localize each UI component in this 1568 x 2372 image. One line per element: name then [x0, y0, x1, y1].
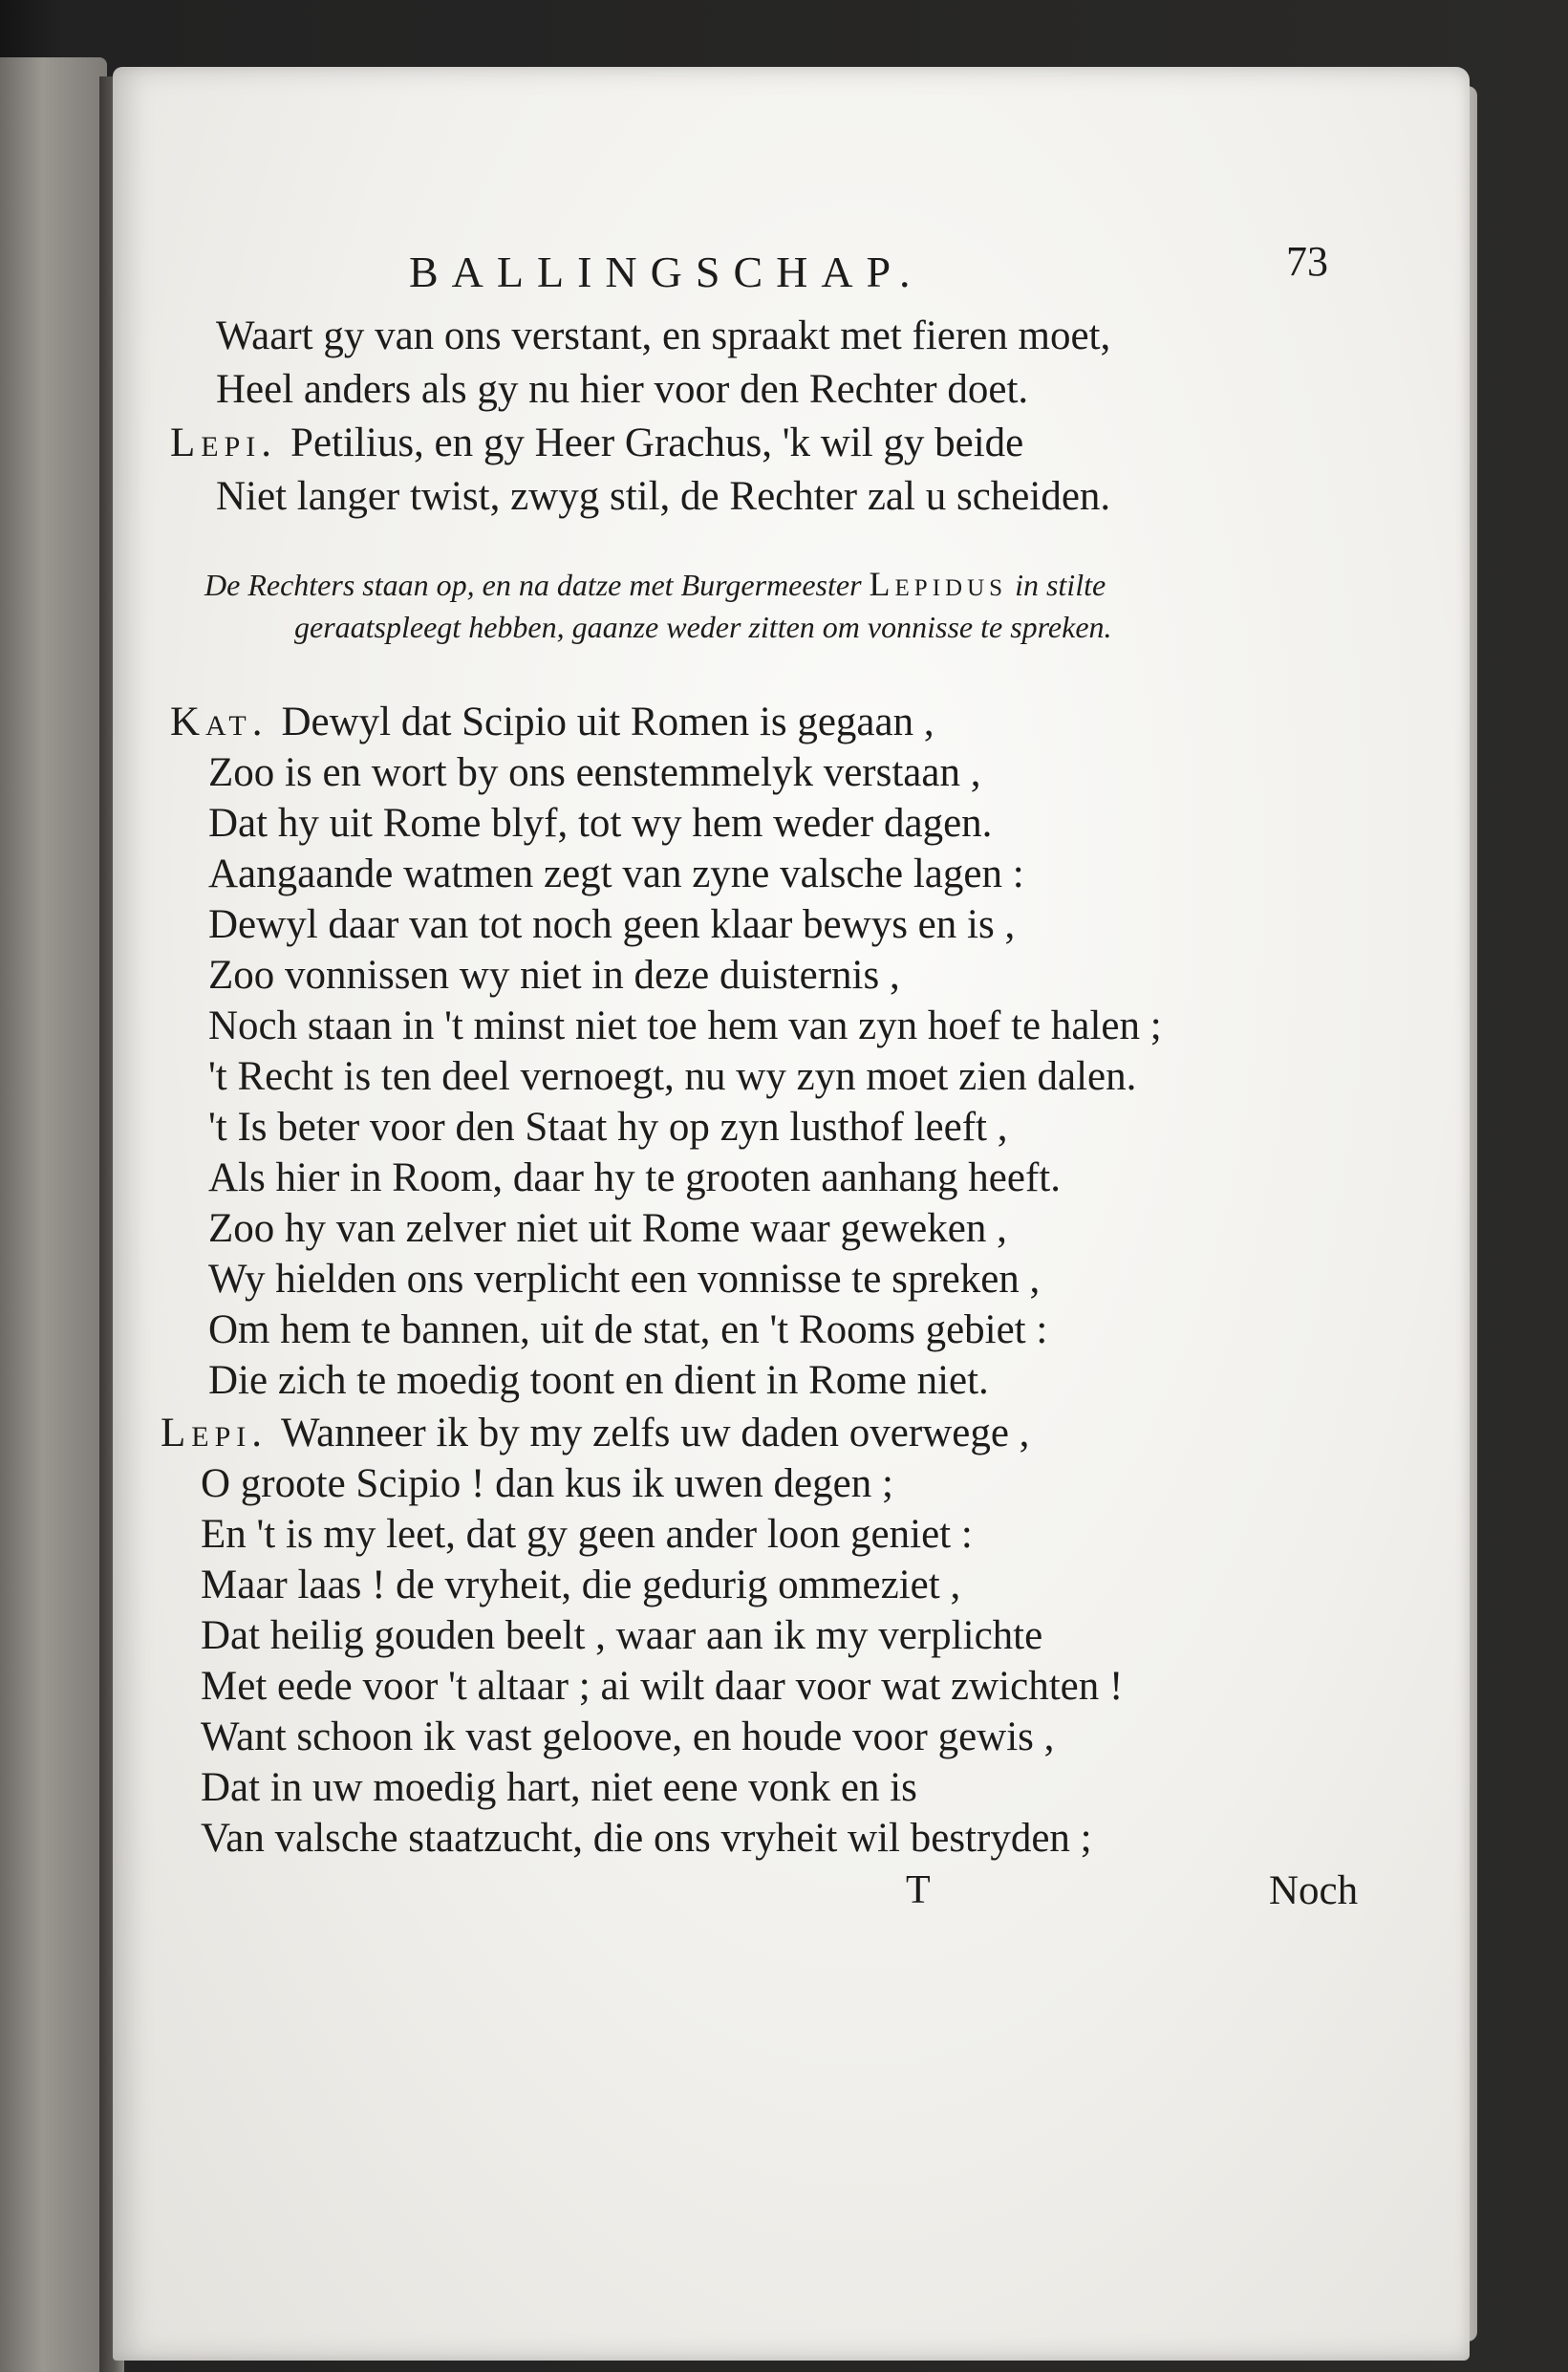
book-page	[113, 67, 1470, 2361]
verse-line: Heel anders als gy nu hier voor den Rechter doet.	[216, 367, 1029, 412]
verse-line: Zoo vonnissen wy niet in deze duisternis ,	[208, 953, 900, 998]
verse-line: Als hier in Room, daar hy te grooten aanhang heeft.	[208, 1155, 1061, 1200]
speaker-label: Lepi.	[161, 1411, 268, 1456]
verse-line: Aangaande watmen zegt van zyne valsche lagen :	[208, 852, 1024, 896]
speaker-label: Lepi.	[170, 420, 278, 465]
verse-line: Met eede voor 't altaar ; ai wilt daar voor wat zwichten !	[201, 1664, 1124, 1709]
speech-line-with-speaker	[170, 419, 1023, 468]
stage-text: in stilte	[1015, 568, 1106, 602]
verse-text: Wanneer ik by my zelfs uw daden overwege ,	[281, 1411, 1030, 1456]
speech-line-with-speaker	[161, 1409, 1029, 1458]
verse-line: Dat hy uit Rome blyf, tot wy hem weder dagen.	[208, 801, 993, 846]
stage-text: De Rechters staan op, en na datze met Burgermeester	[204, 568, 862, 602]
stage-direction-line: geraatspleegt hebben, gaanze weder zitten om vonnisse te spreken.	[294, 610, 1112, 644]
speech-line-with-speaker	[170, 698, 934, 747]
verse-line: Waart gy van ons verstant, en spraakt met fieren moet,	[216, 313, 1111, 358]
verse-text: Dewyl dat Scipio uit Romen is gegaan ,	[281, 700, 934, 744]
running-head: BALLINGSCHAP.	[409, 248, 924, 296]
verse-line: Om hem te bannen, uit de stat, en 't Rooms gebiet :	[208, 1307, 1048, 1352]
signature-mark: T	[906, 1868, 931, 1912]
catchword: Noch	[1269, 1868, 1359, 1913]
verse-line: Maar laas ! de vryheit, die gedurig ommeziet ,	[201, 1563, 961, 1607]
verse-line: Noch staan in 't minst niet toe hem van zyn hoef te halen ;	[208, 1003, 1162, 1048]
stage-name: Lepidus	[869, 565, 1008, 603]
stage-direction-line	[204, 564, 1106, 604]
verse-line: En 't is my leet, dat gy geen ander loon geniet :	[201, 1512, 973, 1557]
verse-line: O groote Scipio ! dan kus ik uwen degen ;	[201, 1461, 893, 1506]
verse-line: 't Recht is ten deel vernoegt, nu wy zyn moet zien dalen.	[208, 1054, 1137, 1099]
verse-line: Van valsche staatzucht, die ons vryheit wil bestryden ;	[201, 1816, 1092, 1861]
verse-line: 't Is beter voor den Staat hy op zyn lusthof leeft ,	[208, 1105, 1008, 1150]
verse-line: Niet langer twist, zwyg stil, de Rechter zal u scheiden.	[216, 474, 1111, 519]
page-number: 73	[1286, 238, 1328, 285]
left-facing-page-edge	[0, 57, 107, 2372]
verse-line: Die zich te moedig toont en dient in Rome niet.	[208, 1358, 989, 1403]
speaker-label: Kat.	[170, 700, 268, 744]
verse-line: Dat in uw moedig hart, niet eene vonk en is	[201, 1765, 917, 1810]
verse-line: Zoo hy van zelver niet uit Rome waar geweken ,	[208, 1206, 1007, 1251]
verse-line: Dewyl daar van tot noch geen klaar bewys en is ,	[208, 902, 1016, 947]
verse-line: Zoo is en wort by ons eenstemmelyk verstaan ,	[208, 750, 981, 795]
verse-line: Dat heilig gouden beelt , waar aan ik my verplichte	[201, 1613, 1043, 1658]
verse-line: Wy hielden ons verplicht een vonnisse te spreken ,	[208, 1257, 1041, 1302]
verse-line: Want schoon ik vast geloove, en houde voor gewis ,	[201, 1714, 1055, 1759]
verse-text: Petilius, en gy Heer Grachus, 'k wil gy beide	[290, 420, 1024, 465]
